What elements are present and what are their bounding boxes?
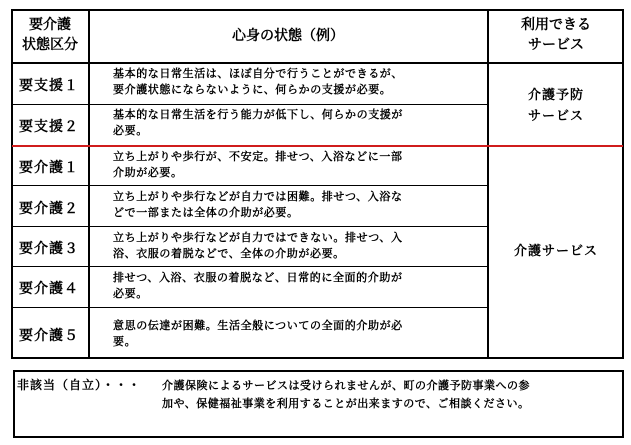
state-line: 介助が必要。 bbox=[113, 166, 183, 179]
row-divider bbox=[12, 104, 488, 105]
state-line: 排せつ、入浴、衣服の着脱など、日常的に全面的介助が bbox=[113, 271, 403, 284]
header-level-line1: 要介護 bbox=[29, 17, 71, 33]
state-cell bbox=[113, 66, 403, 98]
level-cell: 要介護５ bbox=[19, 328, 79, 344]
state-line: 必要。 bbox=[113, 124, 148, 137]
state-cell bbox=[113, 230, 403, 262]
state-line: 必要。 bbox=[113, 287, 148, 300]
header-level bbox=[12, 15, 88, 55]
state-line: 立ち上がりや歩行などが自力では困難。排せつ、入浴な bbox=[113, 190, 403, 203]
state-line: 浴、衣服の着脱などで、全体の介助が必要。 bbox=[113, 247, 345, 260]
state-cell bbox=[113, 189, 403, 221]
state-cell bbox=[113, 270, 403, 302]
row-divider bbox=[12, 226, 488, 227]
state-line: 基本的な日常生活を行う能力が低下し、何らかの支援が bbox=[113, 108, 403, 121]
state-cell bbox=[113, 318, 403, 350]
header-state: 心身の状態（例） bbox=[232, 28, 344, 44]
state-line: 立ち上がりや歩行が、不安定。排せつ、入浴などに一部 bbox=[113, 150, 403, 163]
state-line: 意思の伝達が困難。生活全般についての全面的介助が必 bbox=[113, 319, 403, 332]
state-line: 要。 bbox=[113, 335, 137, 348]
service-care: 介護サービス bbox=[513, 244, 598, 259]
state-line: 要介護状態にならないように、何らかの支援が必要。 bbox=[113, 83, 392, 96]
row-divider bbox=[12, 266, 488, 267]
level-cell: 要支援２ bbox=[19, 119, 79, 135]
service-prevention bbox=[489, 85, 623, 127]
header-divider bbox=[12, 62, 623, 64]
note-line1: 介護保険によるサービスは受けられませんが、町の介護予防事業への参 bbox=[162, 379, 530, 392]
header-level-line2: 状態区分 bbox=[22, 37, 78, 53]
row-divider bbox=[12, 185, 488, 186]
level-cell: 要支援１ bbox=[19, 78, 79, 94]
level-cell: 要介護２ bbox=[19, 201, 79, 217]
note-label: 非該当（自立）・・・ bbox=[17, 378, 142, 392]
support-care-divider bbox=[12, 145, 623, 147]
state-cell bbox=[113, 149, 403, 181]
header-service-line1: 利用できる bbox=[521, 17, 591, 33]
level-cell: 要介護１ bbox=[19, 160, 79, 176]
state-line: 立ち上がりや歩行などが自力ではできない。排せつ、入 bbox=[113, 231, 403, 244]
state-line: 基本的な日常生活は、ほぼ自分で行うことができるが、 bbox=[113, 67, 403, 80]
service-prevention-line1: 介護予防 bbox=[527, 88, 584, 103]
state-line: どで一部または全体の介助が必要。 bbox=[113, 206, 299, 219]
service-prevention-line2: サービス bbox=[527, 109, 584, 124]
level-cell: 要介護３ bbox=[19, 241, 79, 257]
row-divider bbox=[12, 307, 488, 308]
level-cell: 要介護４ bbox=[19, 281, 79, 297]
header-service-line2: サービス bbox=[528, 37, 584, 53]
state-cell bbox=[113, 107, 403, 139]
header-service bbox=[489, 15, 623, 55]
note-line2: 加や、保健福祉事業を利用することが出来ますので、ご相談ください。 bbox=[162, 397, 530, 410]
